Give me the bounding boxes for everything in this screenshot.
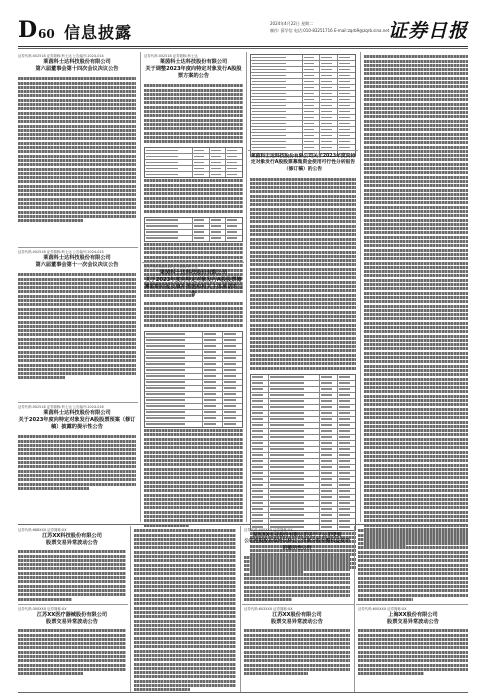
announcement-block [18,607,126,675]
announcement-block [18,405,136,490]
announcement-code-line: 证券代码:688XXX 证券简称:XX [18,528,67,532]
announcement-title: 第六届董事会第十四次会议决议公告 [35,66,119,72]
announcement-title: 关于2023年度向特定对象发行A股股票预案（修订稿）披露的提示性公告 [18,417,136,430]
announcement-block [244,607,350,675]
announcement-block [144,265,243,527]
data-table [250,374,356,531]
announcement-code-line: 证券代码:002518 证券简称:科士达 公告编号:2024-014 [18,54,104,58]
announcement-block [18,250,136,379]
announcement-company: 莱茵科士达科技股份有限公司 [159,59,228,65]
edition-line: 2024年4月22日 星期二 [270,21,314,26]
announcement-title: 公司控股股东拟协议转让公司部分股份暨权益变动的提示性公告 [244,539,350,551]
announcement-block [250,54,356,157]
section-title: 信息披露 [64,23,133,42]
announcement-company: 莱茵科士达科技股份有限公司 [43,410,111,416]
announcement-title: 关于2023年度向特定对象发行A股股票摊薄即期回报及填补措施和相关主体承诺的公告 [144,277,243,297]
announcement-company: 莱茵科士达科技股份有限公司 [159,270,228,276]
announcement-company: 江苏XX科技股份有限公司 [42,533,102,539]
section-letter: D [18,17,38,43]
announcement-block [134,528,236,691]
announcement-title: 股票交易异常波动公告 [387,619,439,625]
data-table [250,54,356,157]
newspaper-logo: 证券日报 [387,20,468,42]
masthead [18,18,468,46]
announcement-company: 上海XX股份有限公司 [388,612,438,618]
column-divider [246,52,247,522]
announcement-company: 莱茵科士达科技股份有限公司 [43,255,111,261]
section-number: 60 [38,27,55,41]
lower-section-rule [18,524,468,525]
announcement-code-line: 证券代码:002518 证券简称:科士达 公告编号:2024-015 [18,250,104,254]
column-divider [240,526,241,692]
announcement-block [358,528,468,601]
announcement-block [18,528,126,601]
announcement-code-line: 证券代码:000XXX 证券简称:XX [244,528,293,532]
announcement-title: 股票交易异常波动公告 [271,619,323,625]
announcement-block [364,54,468,548]
announcement-title: 莱茵科士达科技股份有限公司关于2023年度向特定对象发行A股股票募集资金使用可行性分析报告（修订稿）的公告 [250,154,356,172]
column-divider [354,526,355,692]
announcement-code-line: 证券代码:002518 证券简称:科士达 [144,54,198,58]
data-table [144,217,243,242]
masthead-rule [18,46,468,47]
contact-line: 制作: 薛学信 电话:010-83251716 E-mail:zqrb9@zqrb.sina.net [270,28,390,33]
announcement-company: 莱茵科士达科技股份有限公司 [43,59,111,65]
announcement-code-line: 证券代码:002518 证券简称:科士达 公告编号:2024-016 [18,405,104,409]
announcement-block [250,154,356,574]
announcement-title: 股票交易异常波动公告 [46,619,98,625]
announcement-block [144,54,243,297]
announcement-block [244,528,350,601]
announcement-title: 第六届董事会第十一次会议决议公告 [35,262,119,268]
block-divider [18,247,138,248]
announcement-code-line: 证券代码:603XXX 证券简称:XX [244,607,293,611]
announcement-code-line: 证券代码:600XXX 证券简称:XX [358,607,407,611]
data-table [144,331,243,428]
announcement-block [358,607,468,675]
column-divider [130,526,131,692]
block-divider [18,402,138,403]
column-divider [140,52,141,522]
bottom-rule [18,692,468,693]
announcement-code-line: 证券代码:002518 证券简称:科士达 [144,265,198,269]
column-divider [360,52,361,522]
data-table [144,147,243,178]
block-divider [18,604,128,605]
announcement-company: 江苏XX股份有限公司 [272,612,322,618]
announcement-company: 深圳XX实业股份有限公司关于子公司受到 [252,533,342,538]
block-divider [356,604,468,605]
block-divider [142,262,244,263]
announcement-company: 江苏XX医疗器械股份有限公司 [36,612,108,618]
masthead-rule-thin [18,48,468,49]
block-divider [242,604,354,605]
announcement-code-line: 证券代码:300XXX 证券简称:XX [18,607,67,611]
announcement-block [18,54,136,222]
announcement-title: 关于调整2023年度向特定对象发行A股股票方案的公告 [145,66,242,79]
block-divider [248,150,358,151]
announcement-title: 股票交易异常波动公告 [46,540,98,546]
